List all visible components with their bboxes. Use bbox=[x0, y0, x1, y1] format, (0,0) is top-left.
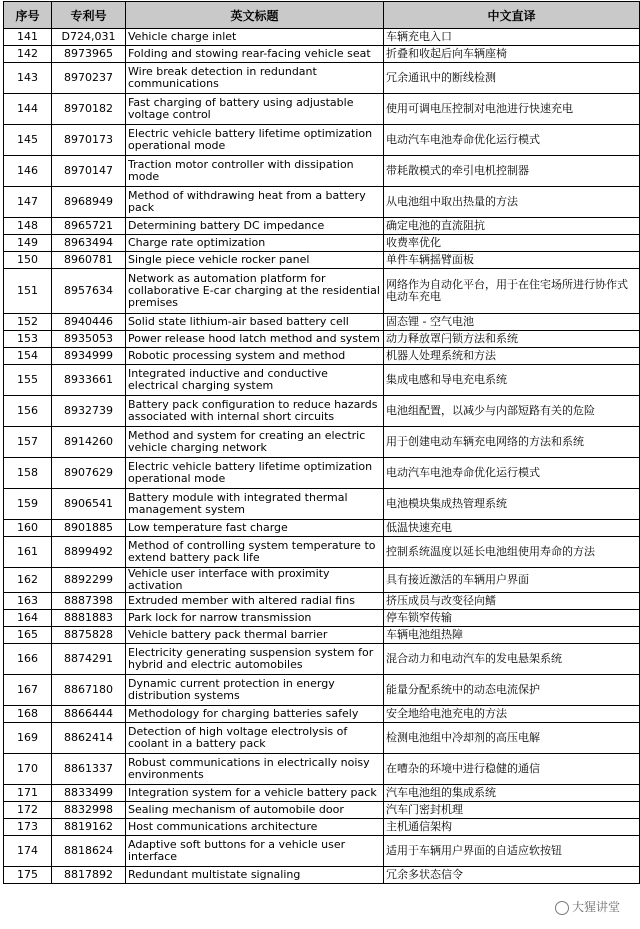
cell-patent-number: 8960781 bbox=[52, 252, 126, 269]
cell-english-title: Sealing mechanism of automobile door bbox=[126, 802, 384, 819]
cell-chinese-title: 能量分配系统中的动态电流保护 bbox=[384, 675, 640, 706]
cell-english-title: Integration system for a vehicle battery pack bbox=[126, 785, 384, 802]
cell-english-title: Traction motor controller with dissipation mode bbox=[126, 156, 384, 187]
table-row bbox=[4, 520, 640, 537]
cell-english-title: Vehicle battery pack thermal barrier bbox=[126, 627, 384, 644]
cell-patent-number: 8963494 bbox=[52, 235, 126, 252]
cell-patent-number: 8833499 bbox=[52, 785, 126, 802]
table-row bbox=[4, 802, 640, 819]
cell-english-title: Fast charging of battery using adjustable voltage control bbox=[126, 94, 384, 125]
table-row bbox=[4, 867, 640, 884]
cell-patent-number: 8935053 bbox=[52, 331, 126, 348]
table-row bbox=[4, 785, 640, 802]
cell-number: 165 bbox=[4, 627, 52, 644]
cell-number: 175 bbox=[4, 867, 52, 884]
header-english-title: 英文标题 bbox=[126, 2, 384, 29]
cell-patent-number: D724,031 bbox=[52, 29, 126, 46]
cell-patent-number: 8881883 bbox=[52, 610, 126, 627]
cell-number: 162 bbox=[4, 568, 52, 593]
cell-english-title: Detection of high voltage electrolysis of coolant in a battery pack bbox=[126, 723, 384, 754]
cell-english-title: Vehicle user interface with proximity activation bbox=[126, 568, 384, 593]
cell-patent-number: 8970237 bbox=[52, 63, 126, 94]
cell-number: 168 bbox=[4, 706, 52, 723]
cell-patent-number: 8970173 bbox=[52, 125, 126, 156]
cell-number: 171 bbox=[4, 785, 52, 802]
cell-number: 141 bbox=[4, 29, 52, 46]
header-no: 序号 bbox=[4, 2, 52, 29]
cell-chinese-title: 检测电池组中冷却剂的高压电解 bbox=[384, 723, 640, 754]
cell-chinese-title: 车辆充电入口 bbox=[384, 29, 640, 46]
cell-chinese-title: 混合动力和电动汽车的发电悬架系统 bbox=[384, 644, 640, 675]
table-row bbox=[4, 458, 640, 489]
cell-number: 170 bbox=[4, 754, 52, 785]
cell-chinese-title: 电动汽车电池寿命优化运行模式 bbox=[384, 125, 640, 156]
cell-patent-number: 8832998 bbox=[52, 802, 126, 819]
cell-number: 161 bbox=[4, 537, 52, 568]
header-row bbox=[4, 2, 640, 29]
table-row bbox=[4, 94, 640, 125]
cell-number: 160 bbox=[4, 520, 52, 537]
cell-english-title: Method of controlling system temperature to extend battery pack life bbox=[126, 537, 384, 568]
header-patent: 专利号 bbox=[52, 2, 126, 29]
cell-english-title: Single piece vehicle rocker panel bbox=[126, 252, 384, 269]
cell-number: 157 bbox=[4, 427, 52, 458]
cell-chinese-title: 机器人处理系统和方法 bbox=[384, 348, 640, 365]
cell-number: 155 bbox=[4, 365, 52, 396]
cell-patent-number: 8866444 bbox=[52, 706, 126, 723]
cell-number: 169 bbox=[4, 723, 52, 754]
cell-number: 163 bbox=[4, 593, 52, 610]
cell-number: 172 bbox=[4, 802, 52, 819]
cell-patent-number: 8914260 bbox=[52, 427, 126, 458]
cell-number: 142 bbox=[4, 46, 52, 63]
cell-patent-number: 8934999 bbox=[52, 348, 126, 365]
cell-english-title: Methodology for charging batteries safely bbox=[126, 706, 384, 723]
watermark bbox=[553, 898, 622, 915]
cell-chinese-title: 电动汽车电池寿命优化运行模式 bbox=[384, 458, 640, 489]
cell-patent-number: 8861337 bbox=[52, 754, 126, 785]
cell-patent-number: 8818624 bbox=[52, 836, 126, 867]
cell-english-title: Low temperature fast charge bbox=[126, 520, 384, 537]
cell-number: 164 bbox=[4, 610, 52, 627]
cell-number: 151 bbox=[4, 269, 52, 314]
table-row bbox=[4, 396, 640, 427]
cell-patent-number: 8862414 bbox=[52, 723, 126, 754]
cell-english-title: Charge rate optimization bbox=[126, 235, 384, 252]
table-row bbox=[4, 365, 640, 396]
table-row bbox=[4, 489, 640, 520]
cell-chinese-title: 汽车门密封机理 bbox=[384, 802, 640, 819]
table-row bbox=[4, 314, 640, 331]
cell-english-title: Host communications architecture bbox=[126, 819, 384, 836]
table-row bbox=[4, 706, 640, 723]
cell-english-title: Extruded member with altered radial fins bbox=[126, 593, 384, 610]
cell-number: 149 bbox=[4, 235, 52, 252]
cell-chinese-title: 冗余通讯中的断线检测 bbox=[384, 63, 640, 94]
header-chinese-translation: 中文直译 bbox=[384, 2, 640, 29]
cell-chinese-title: 收费率优化 bbox=[384, 235, 640, 252]
wechat-icon bbox=[555, 901, 569, 915]
cell-english-title: Park lock for narrow transmission bbox=[126, 610, 384, 627]
cell-english-title: Electricity generating suspension system for hybrid and electric automobiles bbox=[126, 644, 384, 675]
table-row bbox=[4, 46, 640, 63]
table-row bbox=[4, 836, 640, 867]
cell-english-title: Method of withdrawing heat from a battery pack bbox=[126, 187, 384, 218]
table-row bbox=[4, 235, 640, 252]
cell-chinese-title: 汽车电池组的集成系统 bbox=[384, 785, 640, 802]
cell-number: 166 bbox=[4, 644, 52, 675]
cell-patent-number: 8901885 bbox=[52, 520, 126, 537]
cell-patent-number: 8965721 bbox=[52, 218, 126, 235]
cell-chinese-title: 网络作为自动化平台，用于在住宅场所进行协作式电动车充电 bbox=[384, 269, 640, 314]
cell-chinese-title: 折叠和收起后向车辆座椅 bbox=[384, 46, 640, 63]
table-row bbox=[4, 537, 640, 568]
cell-english-title: Integrated inductive and conductive electrical charging system bbox=[126, 365, 384, 396]
table-row bbox=[4, 754, 640, 785]
cell-patent-number: 8899492 bbox=[52, 537, 126, 568]
cell-patent-number: 8968949 bbox=[52, 187, 126, 218]
cell-chinese-title: 固态锂 - 空气电池 bbox=[384, 314, 640, 331]
cell-english-title: Electric vehicle battery lifetime optimization operational mode bbox=[126, 458, 384, 489]
cell-english-title: Vehicle charge inlet bbox=[126, 29, 384, 46]
cell-number: 147 bbox=[4, 187, 52, 218]
cell-number: 173 bbox=[4, 819, 52, 836]
cell-chinese-title: 带耗散模式的牵引电机控制器 bbox=[384, 156, 640, 187]
table-row bbox=[4, 63, 640, 94]
cell-english-title: Method and system for creating an electric vehicle charging network bbox=[126, 427, 384, 458]
cell-english-title: Battery module with integrated thermal management system bbox=[126, 489, 384, 520]
table-row bbox=[4, 427, 640, 458]
cell-chinese-title: 具有接近激活的车辆用户界面 bbox=[384, 568, 640, 593]
cell-patent-number: 8817892 bbox=[52, 867, 126, 884]
cell-patent-number: 8892299 bbox=[52, 568, 126, 593]
cell-number: 167 bbox=[4, 675, 52, 706]
cell-chinese-title: 挤压成员与改变径向鳍 bbox=[384, 593, 640, 610]
cell-english-title: Battery pack configuration to reduce hazards associated with internal short circuits bbox=[126, 396, 384, 427]
cell-chinese-title: 从电池组中取出热量的方法 bbox=[384, 187, 640, 218]
cell-number: 159 bbox=[4, 489, 52, 520]
cell-number: 145 bbox=[4, 125, 52, 156]
table-row bbox=[4, 819, 640, 836]
table-row bbox=[4, 723, 640, 754]
cell-english-title: Network as automation platform for collaborative E-car charging at the residential premises bbox=[126, 269, 384, 314]
cell-chinese-title: 确定电池的直流阻抗 bbox=[384, 218, 640, 235]
cell-chinese-title: 电池模块集成热管理系统 bbox=[384, 489, 640, 520]
watermark-text: 大猩讲堂 bbox=[571, 900, 620, 914]
cell-patent-number: 8887398 bbox=[52, 593, 126, 610]
table-row bbox=[4, 568, 640, 593]
cell-number: 153 bbox=[4, 331, 52, 348]
cell-number: 152 bbox=[4, 314, 52, 331]
cell-patent-number: 8875828 bbox=[52, 627, 126, 644]
cell-patent-number: 8867180 bbox=[52, 675, 126, 706]
patent-table bbox=[3, 1, 640, 884]
cell-english-title: Folding and stowing rear-facing vehicle seat bbox=[126, 46, 384, 63]
cell-english-title: Wire break detection in redundant communications bbox=[126, 63, 384, 94]
cell-number: 150 bbox=[4, 252, 52, 269]
table-row bbox=[4, 331, 640, 348]
table-row bbox=[4, 187, 640, 218]
cell-english-title: Power release hood latch method and system bbox=[126, 331, 384, 348]
table-row bbox=[4, 218, 640, 235]
cell-chinese-title: 使用可调电压控制对电池进行快速充电 bbox=[384, 94, 640, 125]
table-row bbox=[4, 269, 640, 314]
cell-english-title: Adaptive soft buttons for a vehicle user interface bbox=[126, 836, 384, 867]
cell-english-title: Redundant multistate signaling bbox=[126, 867, 384, 884]
cell-chinese-title: 在嘈杂的环境中进行稳健的通信 bbox=[384, 754, 640, 785]
cell-number: 174 bbox=[4, 836, 52, 867]
cell-chinese-title: 低温快速充电 bbox=[384, 520, 640, 537]
cell-patent-number: 8970182 bbox=[52, 94, 126, 125]
cell-patent-number: 8957634 bbox=[52, 269, 126, 314]
cell-number: 158 bbox=[4, 458, 52, 489]
cell-number: 148 bbox=[4, 218, 52, 235]
cell-english-title: Solid state lithium-air based battery cell bbox=[126, 314, 384, 331]
table-row bbox=[4, 610, 640, 627]
cell-number: 144 bbox=[4, 94, 52, 125]
cell-chinese-title: 电池组配置，以减少与内部短路有关的危险 bbox=[384, 396, 640, 427]
cell-patent-number: 8970147 bbox=[52, 156, 126, 187]
cell-english-title: Robust communications in electrically noisy environments bbox=[126, 754, 384, 785]
cell-patent-number: 8906541 bbox=[52, 489, 126, 520]
cell-chinese-title: 动力释放罩闩锁方法和系统 bbox=[384, 331, 640, 348]
table-row bbox=[4, 156, 640, 187]
cell-patent-number: 8874291 bbox=[52, 644, 126, 675]
table-row bbox=[4, 252, 640, 269]
table-row bbox=[4, 627, 640, 644]
table-row bbox=[4, 125, 640, 156]
cell-patent-number: 8933661 bbox=[52, 365, 126, 396]
cell-chinese-title: 车辆电池组热障 bbox=[384, 627, 640, 644]
cell-english-title: Determining battery DC impedance bbox=[126, 218, 384, 235]
cell-chinese-title: 单件车辆摇臂面板 bbox=[384, 252, 640, 269]
cell-chinese-title: 用于创建电动车辆充电网络的方法和系统 bbox=[384, 427, 640, 458]
cell-english-title: Dynamic current protection in energy distribution systems bbox=[126, 675, 384, 706]
table-row bbox=[4, 675, 640, 706]
cell-chinese-title: 安全地给电池充电的方法 bbox=[384, 706, 640, 723]
table-row bbox=[4, 348, 640, 365]
cell-number: 156 bbox=[4, 396, 52, 427]
cell-chinese-title: 冗余多状态信令 bbox=[384, 867, 640, 884]
cell-number: 154 bbox=[4, 348, 52, 365]
cell-chinese-title: 控制系统温度以延长电池组使用寿命的方法 bbox=[384, 537, 640, 568]
cell-chinese-title: 集成电感和导电充电系统 bbox=[384, 365, 640, 396]
cell-patent-number: 8907629 bbox=[52, 458, 126, 489]
cell-chinese-title: 停车锁窄传输 bbox=[384, 610, 640, 627]
table-body bbox=[4, 29, 640, 884]
cell-number: 146 bbox=[4, 156, 52, 187]
cell-patent-number: 8819162 bbox=[52, 819, 126, 836]
table-row bbox=[4, 644, 640, 675]
table-row bbox=[4, 29, 640, 46]
cell-patent-number: 8932739 bbox=[52, 396, 126, 427]
cell-english-title: Robotic processing system and method bbox=[126, 348, 384, 365]
cell-chinese-title: 适用于车辆用户界面的自适应软按钮 bbox=[384, 836, 640, 867]
cell-number: 143 bbox=[4, 63, 52, 94]
cell-english-title: Electric vehicle battery lifetime optimization operational mode bbox=[126, 125, 384, 156]
cell-patent-number: 8973965 bbox=[52, 46, 126, 63]
cell-patent-number: 8940446 bbox=[52, 314, 126, 331]
cell-chinese-title: 主机通信架构 bbox=[384, 819, 640, 836]
table-row bbox=[4, 593, 640, 610]
